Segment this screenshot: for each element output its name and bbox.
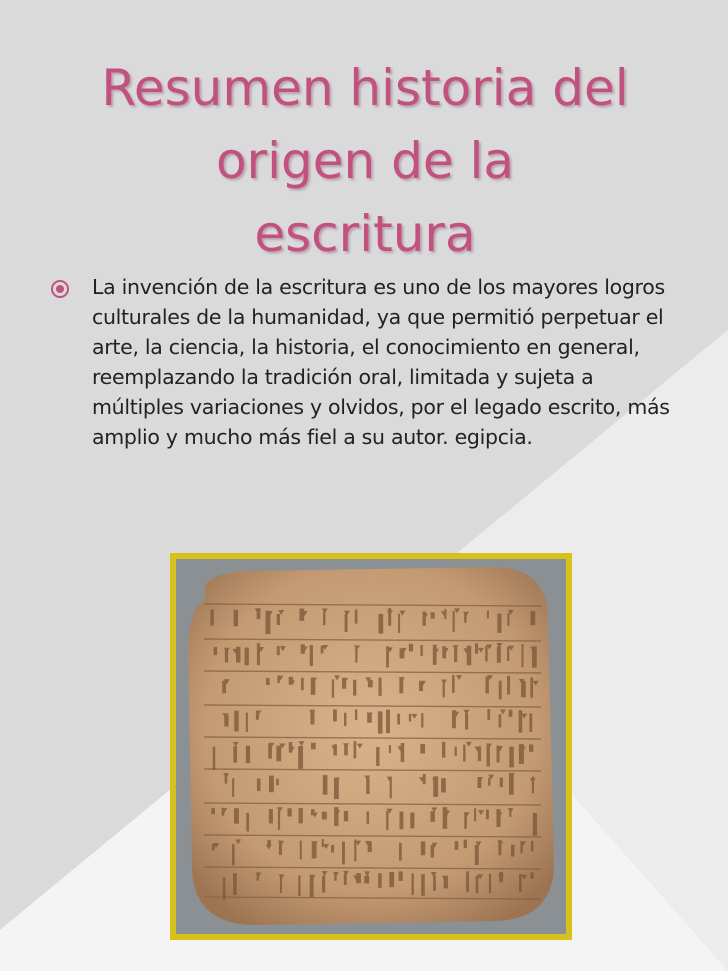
bullet-text: La invención de la escritura es uno de los mayores logros culturales de la humanidad, ya que permitió perpetuar el arte, la ciencia, la historia, el conocimiento en general, reemplazando la tradición oral, limitada y sujeta a múltiples variaciones y olvidos, por el legado escrito, más amplio y mucho más fiel a su autor. egipcia. <box>92 275 670 449</box>
tablet-image-background <box>176 559 566 934</box>
slide-title: Resumen historia del origen de la escritura <box>101 59 629 263</box>
tablet-image-frame <box>170 553 572 940</box>
circle-bullet-icon <box>50 279 70 299</box>
cuneiform-tablet-image <box>176 559 566 934</box>
